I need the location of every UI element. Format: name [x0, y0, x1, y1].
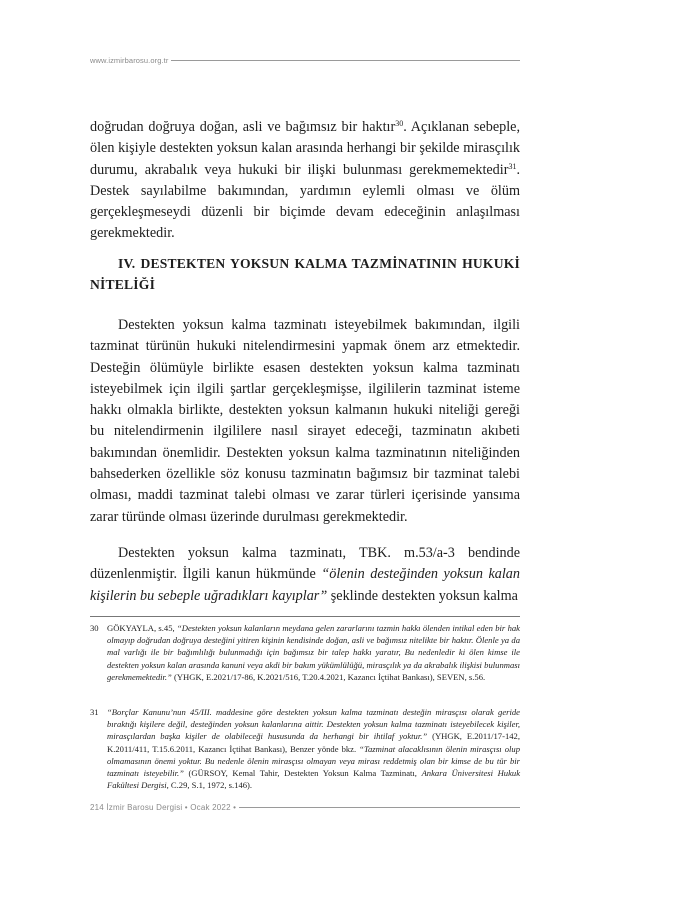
paragraph-1: [90, 117, 520, 245]
footnote-31-citation-2: (GÜRSOY, Kemal Tahir, Destekten Yoksun Kalma Tazminatı,: [183, 768, 422, 779]
paragraph-1-text-c: . Destek sayılabilme bakımından, yardımın eylemli olması ve ölüm gerçekleşmeseydi düzenli bir biçimde devam edeceğinin anlaşılması gerekmektedir.: [90, 161, 520, 242]
page-footer: [90, 801, 520, 813]
footnote-31-journal-title: Ankara Üniversitesi Hukuk Fakültesi Dergisi: [107, 768, 521, 791]
paragraph-3-text-b: şeklinde destekten yoksun kalma: [327, 587, 518, 604]
paragraph-2-text: Destekten yoksun kalma tazminatı isteyebilmek bakımından, ilgili tazminat türünün hukuki nitelendirmesini yapmak önem arz etmektedir. Desteğin ölümüyle birlikte esasen destekten yoksun kalma tazminatı isteyebilmek için ilgili şartlar gerçekleşmişse, ilgililerin tazminat isteme hakkı olmakla birlikte, destekten yoksun kalmanın hukuki niteliği gereği bu nitelendirmenin ilgililere nasıl sirayet edeceği, tazminatın akıbeti bakımından önemlidir. Destekten yoksun kalma tazminatının niteliğinden bahsederken özellikle söz konusu tazminatın bağımsız bir tazminat talebi olması, maddi tazminat talebi olması ve zarar türleri içerisinde yansıma zarar türünde olması üzerinde durulması gerekmektedir.: [90, 317, 520, 525]
footnote-31: [90, 706, 520, 791]
paragraph-3-text-a: Destekten yoksun kalma tazminatı, TBK. m.53/a-3 bendinde düzenlenmiştir. İlgili kanun hükmünde: [90, 545, 520, 583]
footnote-30-quote: “Destekten yoksun kalanların meydana gelen zararlarını tazmin hakkı ölenden intikal eden bir hak olmayıp doğrudan doğruya desteğini yitiren kişinin kendisinde doğan, asli ve bağımsız nitelikte bir haktır. Ölenle ya da mal varlığı ile bir bağımlılığı bulunmadığı için bağımsız bir talep hakkı yaratır, Bu nedenledir ki ölen kimse ile destekten yoksun kalan arasında kanuni veya akdi bir bakım yükümlülüğü, mirasçılık ya da akrabalık ilişkisi bulunması gerekmemektedir.”: [107, 623, 520, 682]
footnote-31-citation-1: (YHGK, E.2011/17-142, K.2011/411, T.15.6.2011, Kazancı İçtihat Bankası), Benzer yönde bkz.: [107, 731, 521, 754]
paragraph-1-text-b: . Açıklanan sebeple, ölen kişiyle destekten yoksun kalan arasında herhangi bir şekilde mirasçılık durumu, akrabalık veya hukuki bir ilişki bulunması gerekmemektedir: [90, 119, 520, 178]
footnote-number: 31: [90, 707, 99, 717]
footnote-31-citation-3: , C.29, S.1, 1972, s.146).: [166, 780, 253, 791]
footnote-ref-31[interactable]: 31: [508, 161, 517, 171]
footnote-30-lead: GÖKYAYLA, s.45,: [107, 623, 177, 633]
footnote-31-quote-1: “Borçlar Kanunu’nun 45/III. maddesine göre destekten yoksun kalma tazminatı desteğin mirasçısı olarak geride bıraktığı kişilere değil, desteğinden yoksun kalanlarına aittir. Destekten yoksun kalma tazminatı isteyebilecek kişiler, mirasçılardan başka kişiler de olabileceği hususunda da herhangi bir ihtilaf yoktur.”: [107, 707, 520, 742]
footnote-number: 30: [90, 623, 99, 633]
section-heading: IV. DESTEKTEN YOKSUN KALMA TAZMİNATININ HUKUKİ NİTELİĞİ: [90, 256, 520, 292]
header-rule: [171, 60, 520, 61]
paragraph-2: [90, 315, 520, 528]
footnote-separator: [90, 616, 520, 617]
paragraph-1-text-a: doğrudan doğruya doğan, asli ve bağımsız bir haktır: [90, 119, 396, 135]
footnote-31-quote-2: “Tazminat alacaklısının ölenin mirasçısı olup olmamasının önemi yoktur. Bu nedenle ölenin mirasçısı olmayan veya mirası reddetmiş olan bir kimse de bu tür bir tazminatı isteyebilir.”: [107, 743, 520, 779]
page-header: [90, 54, 520, 66]
footnote-ref-30[interactable]: 30: [395, 119, 404, 128]
paragraph-3: [90, 543, 520, 607]
footer-page-info: 214 İzmir Barosu Dergisi • Ocak 2022 •: [90, 802, 237, 812]
footer-rule: [239, 807, 520, 808]
header-url-link[interactable]: www.izmirbarosu.org.tr: [90, 55, 169, 65]
footnote-30: [90, 622, 520, 683]
footnote-30-citation: (YHGK, E.2021/17-86, K.2021/516, T.20.4.2021, Kazancı İçtihat Bankası), SEVEN, s.56.: [171, 671, 486, 682]
paragraph-3-quote: “ölenin desteğinden yoksun kalan kişilerin bu sebeple uğradıkları kayıplar”: [90, 566, 520, 604]
